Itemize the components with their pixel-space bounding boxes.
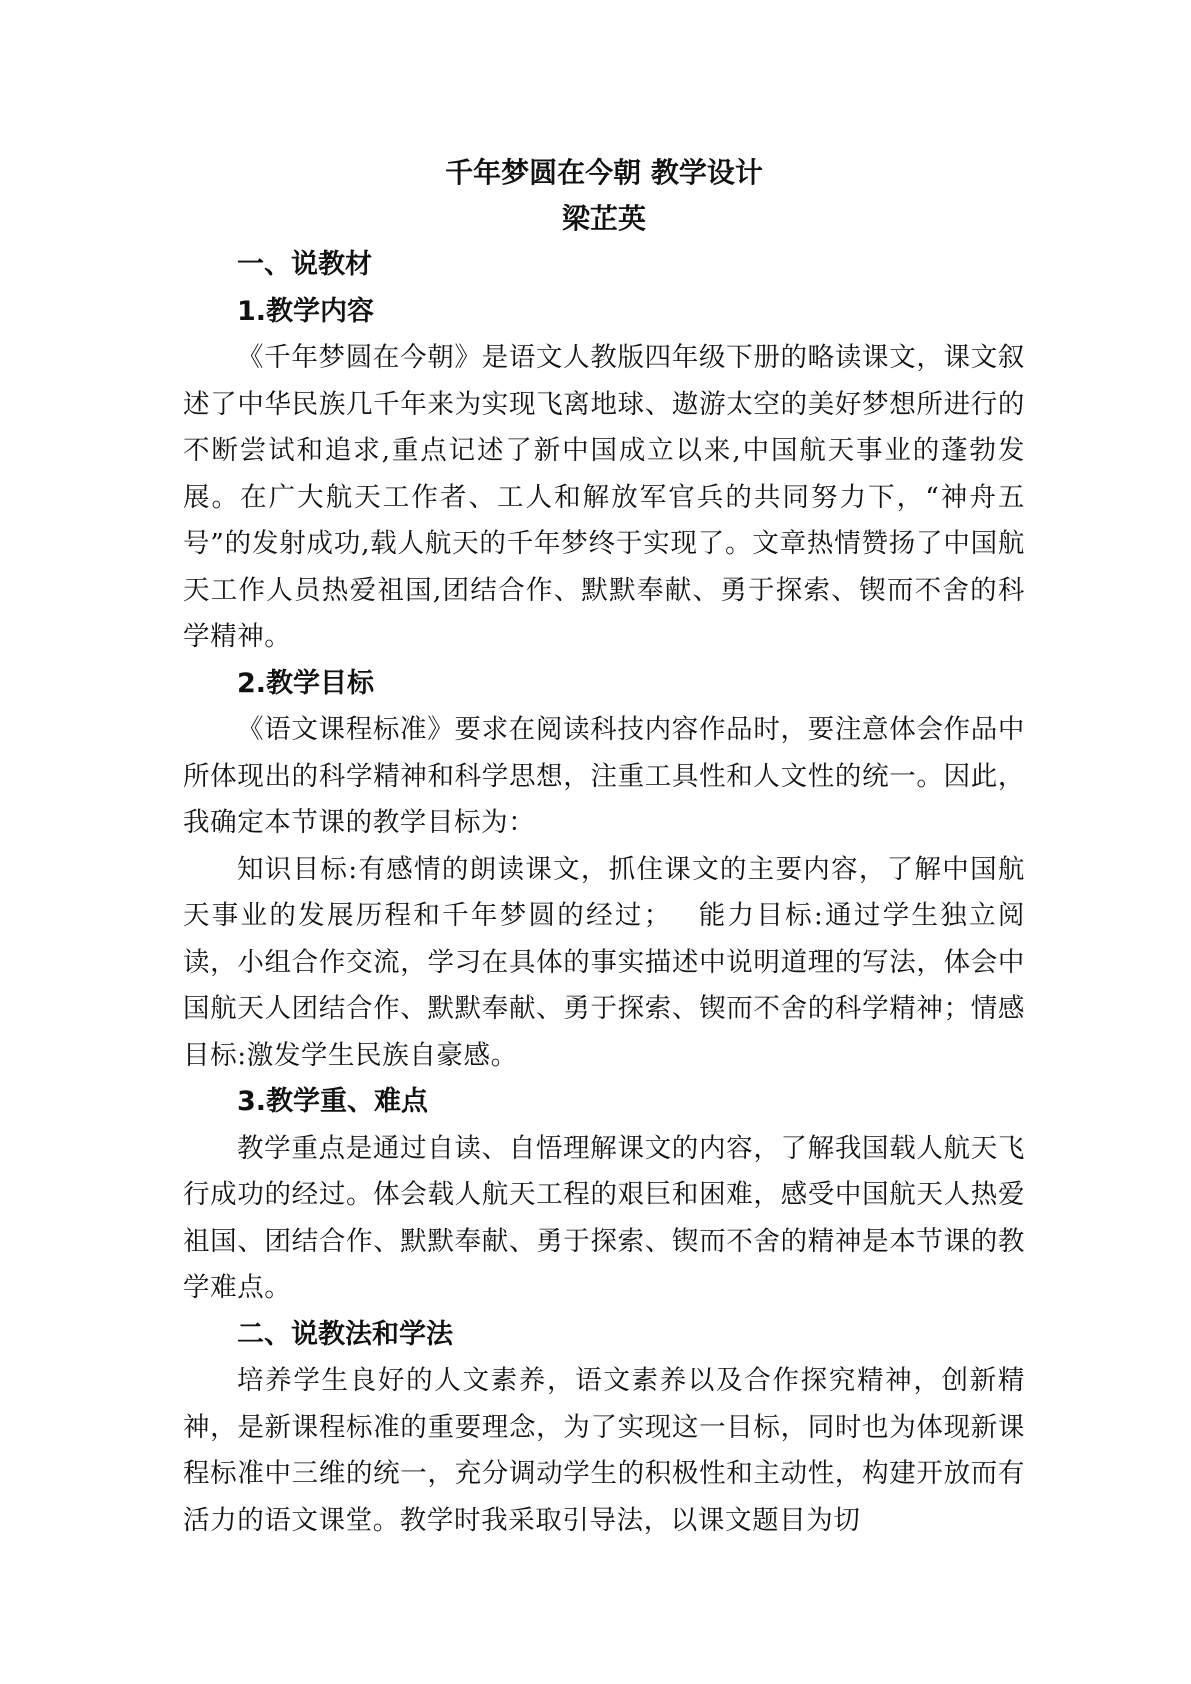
paragraph-methods: 培养学生良好的人文素养，语文素养以及合作探究精神，创新精神，是新课程标准的重要理念，为了实现这一目标，同时也为体现新课程标准中三维的统一，充分调动学生的积极性和主动性，构建开放而有活力的语文课堂。教学时我采取引导法，以课文题目为切 xyxy=(183,1365,1025,1536)
document-author: 梁芷英 xyxy=(561,202,646,235)
document-page xyxy=(183,150,1025,1544)
subsection-heading-goals: 2.教学目标 xyxy=(237,667,375,699)
paragraph-keypoints: 教学重点是通过自读、自悟理解课文的内容，了解我国载人航天飞行成功的经过。体会载人航天工程的艰巨和困难，感受中国航天人热爱祖国、团结合作、默默奉献、勇于探索、锲而不舍的精神是本节课的教学难点。 xyxy=(183,1132,1025,1303)
subsection-heading-keypoints: 3.教学重、难点 xyxy=(237,1086,429,1117)
paragraph-goals-intro: 《语文课程标准》要求在阅读科技内容作品时，要注意体会作品中所体现出的科学精神和科学思想，注重工具性和人文性的统一。因此，我确定本节课的教学目标为： xyxy=(183,714,1025,838)
subsection-heading-content: 1.教学内容 xyxy=(237,295,375,327)
section-heading-2: 二、说教法和学法 xyxy=(237,1318,453,1350)
paragraph-goals-detail: 知识目标:有感情的朗读课文，抓住课文的主要内容，了解中国航天事业的发展历程和千年梦圆的经过； 能力目标:通过学生独立阅读，小组合作交流，学习在具体的事实描述中说明道理的写法，体会中国航天人团结合作、默默奉献、勇于探索、锲而不舍的科学精神；情感目标:激发学生民族自豪感。 xyxy=(183,853,1025,1071)
section-heading-1: 一、说教材 xyxy=(237,249,372,280)
document-title: 千年梦圆在今朝 教学设计 xyxy=(445,156,763,189)
paragraph-content: 《千年梦圆在今朝》是语文人教版四年级下册的略读课文，课文叙述了中华民族几千年来为实现飞离地球、遨游太空的美好梦想所进行的不断尝试和追求,重点记述了新中国成立以来,中国航天事业的蓬勃发展。在广大航天工作者、工人和解放军官兵的共同努力下，“神舟五号”的发射成功,载人航天的千年梦终于实现了。文章热情赞扬了中国航天工作人员热爱祖国,团结合作、默默奉献、勇于探索、锲而不舍的科学精神。 xyxy=(183,342,1025,652)
